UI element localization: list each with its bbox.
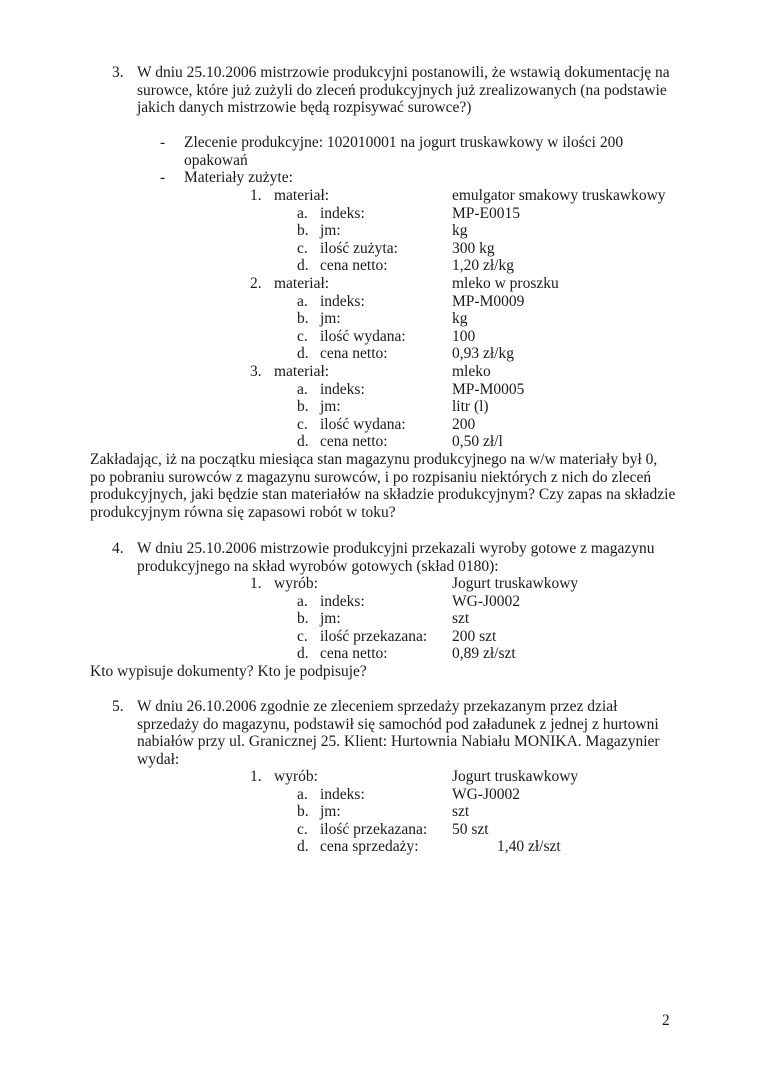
question-text-line: produkcyjnym równa się zapasowi robót w toku? (90, 503, 396, 521)
detail-row-value: MP-M0005 (452, 380, 525, 398)
detail-row-value: kg (452, 310, 468, 328)
detail-row-letter: c. (297, 820, 308, 838)
item-number: 5. (112, 698, 124, 715)
detail-row-letter: b. (297, 803, 309, 821)
detail-row-label: jm: (320, 222, 341, 240)
detail-row-value: litr (l) (452, 398, 489, 416)
detail-row-label: jm: (320, 310, 341, 328)
detail-row-label: indeks: (320, 380, 365, 398)
item-text-line: W dniu 25.10.2006 mistrzowie produkcyjni przekazali wyroby gotowe z magazynu (137, 540, 655, 557)
bullet-text: Materiały zużyte: (184, 169, 293, 186)
detail-row-value: WG-J0002 (452, 592, 521, 610)
detail-label: wyrób: (274, 575, 318, 592)
detail-row-letter: a. (297, 592, 308, 610)
detail-row-label: cena netto: (320, 257, 388, 275)
detail-row-value: 0,89 zł/szt (452, 645, 516, 663)
detail-row-value: MP-E0015 (452, 204, 521, 222)
detail-row-value: 1,40 zł/szt (497, 838, 561, 856)
detail-number: 1. (250, 575, 262, 592)
item-text-line: sprzedaży do magazynu, podstawił się samochód pod załadunek z jednej z hurtowni (137, 715, 659, 733)
item-text-line: W dniu 25.10.2006 mistrzowie produkcyjni postanowili, że wstawią dokumentację na (137, 64, 670, 81)
detail-row-letter: d. (297, 257, 309, 275)
detail-row-letter: a. (297, 380, 308, 398)
page-number: 2 (662, 1012, 670, 1029)
detail-label: materiał: (274, 275, 330, 292)
detail-row-label: jm: (320, 803, 341, 821)
question-text-line: Zakładając, iż na początku miesiąca stan magazynu produkcyjnego na w/w materiały był 0, (90, 451, 658, 468)
detail-row-letter: c. (297, 415, 308, 433)
detail-row-label: cena netto: (320, 645, 388, 663)
detail-row-label: ilość wydana: (320, 327, 406, 345)
detail-value: mleko w proszku (452, 275, 559, 292)
detail-row-letter: b. (297, 398, 309, 416)
bullet-dash: - (160, 134, 166, 151)
detail-row-label: indeks: (320, 785, 365, 803)
item-text-line: jakich danych mistrzowie będą rozpisywać surowce?) (137, 99, 472, 117)
detail-row-label: jm: (320, 610, 341, 628)
question-text-line: Kto wypisuje dokumenty? Kto je podpisuje? (90, 663, 367, 680)
detail-row-label: ilość wydana: (320, 415, 406, 433)
detail-number: 1. (250, 187, 262, 204)
detail-row-value: 0,93 zł/kg (452, 345, 514, 363)
item-number: 4. (112, 540, 124, 557)
detail-row-label: cena sprzedaży: (320, 838, 419, 856)
item-text-line: nabiałów przy ul. Granicznej 25. Klient: Hurtownia Nabiału MONIKA. Magazynier (137, 733, 660, 751)
detail-row-value: 200 (452, 415, 476, 433)
detail-row-value: MP-M0009 (452, 292, 525, 310)
detail-row-letter: a. (297, 785, 308, 803)
detail-row-letter: d. (297, 433, 309, 451)
detail-label: wyrób: (274, 768, 318, 785)
detail-value: mleko (452, 363, 491, 380)
detail-row-label: ilość zużyta: (320, 239, 398, 257)
detail-row-label: indeks: (320, 592, 365, 610)
detail-row-letter: c. (297, 327, 308, 345)
detail-row-value: 300 kg (452, 239, 495, 257)
detail-row-letter: b. (297, 310, 309, 328)
bullet-text: opakowań (184, 151, 248, 169)
item-text-line: produkcyjnego na skład wyrobów gotowych (skład 0180): (137, 557, 499, 575)
detail-row-letter: d. (297, 645, 309, 663)
item-text-line: surowce, które już zużyli do zleceń produkcyjnych już zrealizowanych (na podstawie (137, 81, 667, 99)
bullet-dash: - (160, 169, 166, 186)
detail-row-letter: a. (297, 204, 308, 222)
detail-label: materiał: (274, 363, 330, 380)
question-text-line: produkcyjnych, jaki będzie stan materiałów na składzie produkcyjnym? Czy zapas na składzie (90, 486, 676, 504)
detail-row-letter: b. (297, 610, 309, 628)
detail-row-letter: c. (297, 627, 308, 645)
detail-row-label: cena netto: (320, 345, 388, 363)
question-text-line: po pobraniu surowców z magazynu surowców, i po rozpisaniu niektórych z nich do zleceń (90, 468, 652, 486)
item-number: 3. (112, 64, 124, 81)
detail-value: Jogurt truskawkowy (452, 768, 579, 785)
detail-row-value: kg (452, 222, 468, 240)
detail-label: materiał: (274, 187, 330, 204)
detail-number: 1. (250, 768, 262, 785)
detail-row-label: ilość przekazana: (320, 820, 428, 838)
detail-row-label: cena netto: (320, 433, 388, 451)
detail-row-value: szt (452, 610, 470, 628)
detail-row-label: ilość przekazana: (320, 627, 428, 645)
detail-row-value: 1,20 zł/kg (452, 257, 514, 275)
detail-row-label: jm: (320, 398, 341, 416)
detail-value: emulgator smakowy truskawkowy (452, 187, 666, 204)
detail-row-letter: c. (297, 239, 308, 257)
detail-row-value: 200 szt (452, 627, 497, 645)
detail-row-value: 100 (452, 327, 476, 345)
detail-number: 2. (250, 275, 262, 292)
detail-value: Jogurt truskawkowy (452, 575, 579, 592)
detail-row-value: 50 szt (452, 820, 489, 838)
detail-row-value: szt (452, 803, 470, 821)
bullet-text: Zlecenie produkcyjne: 102010001 na jogurt truskawkowy w ilości 200 (184, 134, 624, 151)
detail-row-letter: d. (297, 838, 309, 856)
item-text-line: wydał: (137, 750, 180, 768)
detail-row-label: indeks: (320, 292, 365, 310)
detail-row-label: indeks: (320, 204, 365, 222)
detail-row-value: WG-J0002 (452, 785, 521, 803)
detail-row-letter: a. (297, 292, 308, 310)
detail-number: 3. (250, 363, 262, 380)
item-text-line: W dniu 26.10.2006 zgodnie ze zleceniem sprzedaży przekazanym przez dział (137, 698, 618, 715)
detail-row-letter: b. (297, 222, 309, 240)
detail-row-value: 0,50 zł/l (452, 433, 503, 451)
detail-row-letter: d. (297, 345, 309, 363)
